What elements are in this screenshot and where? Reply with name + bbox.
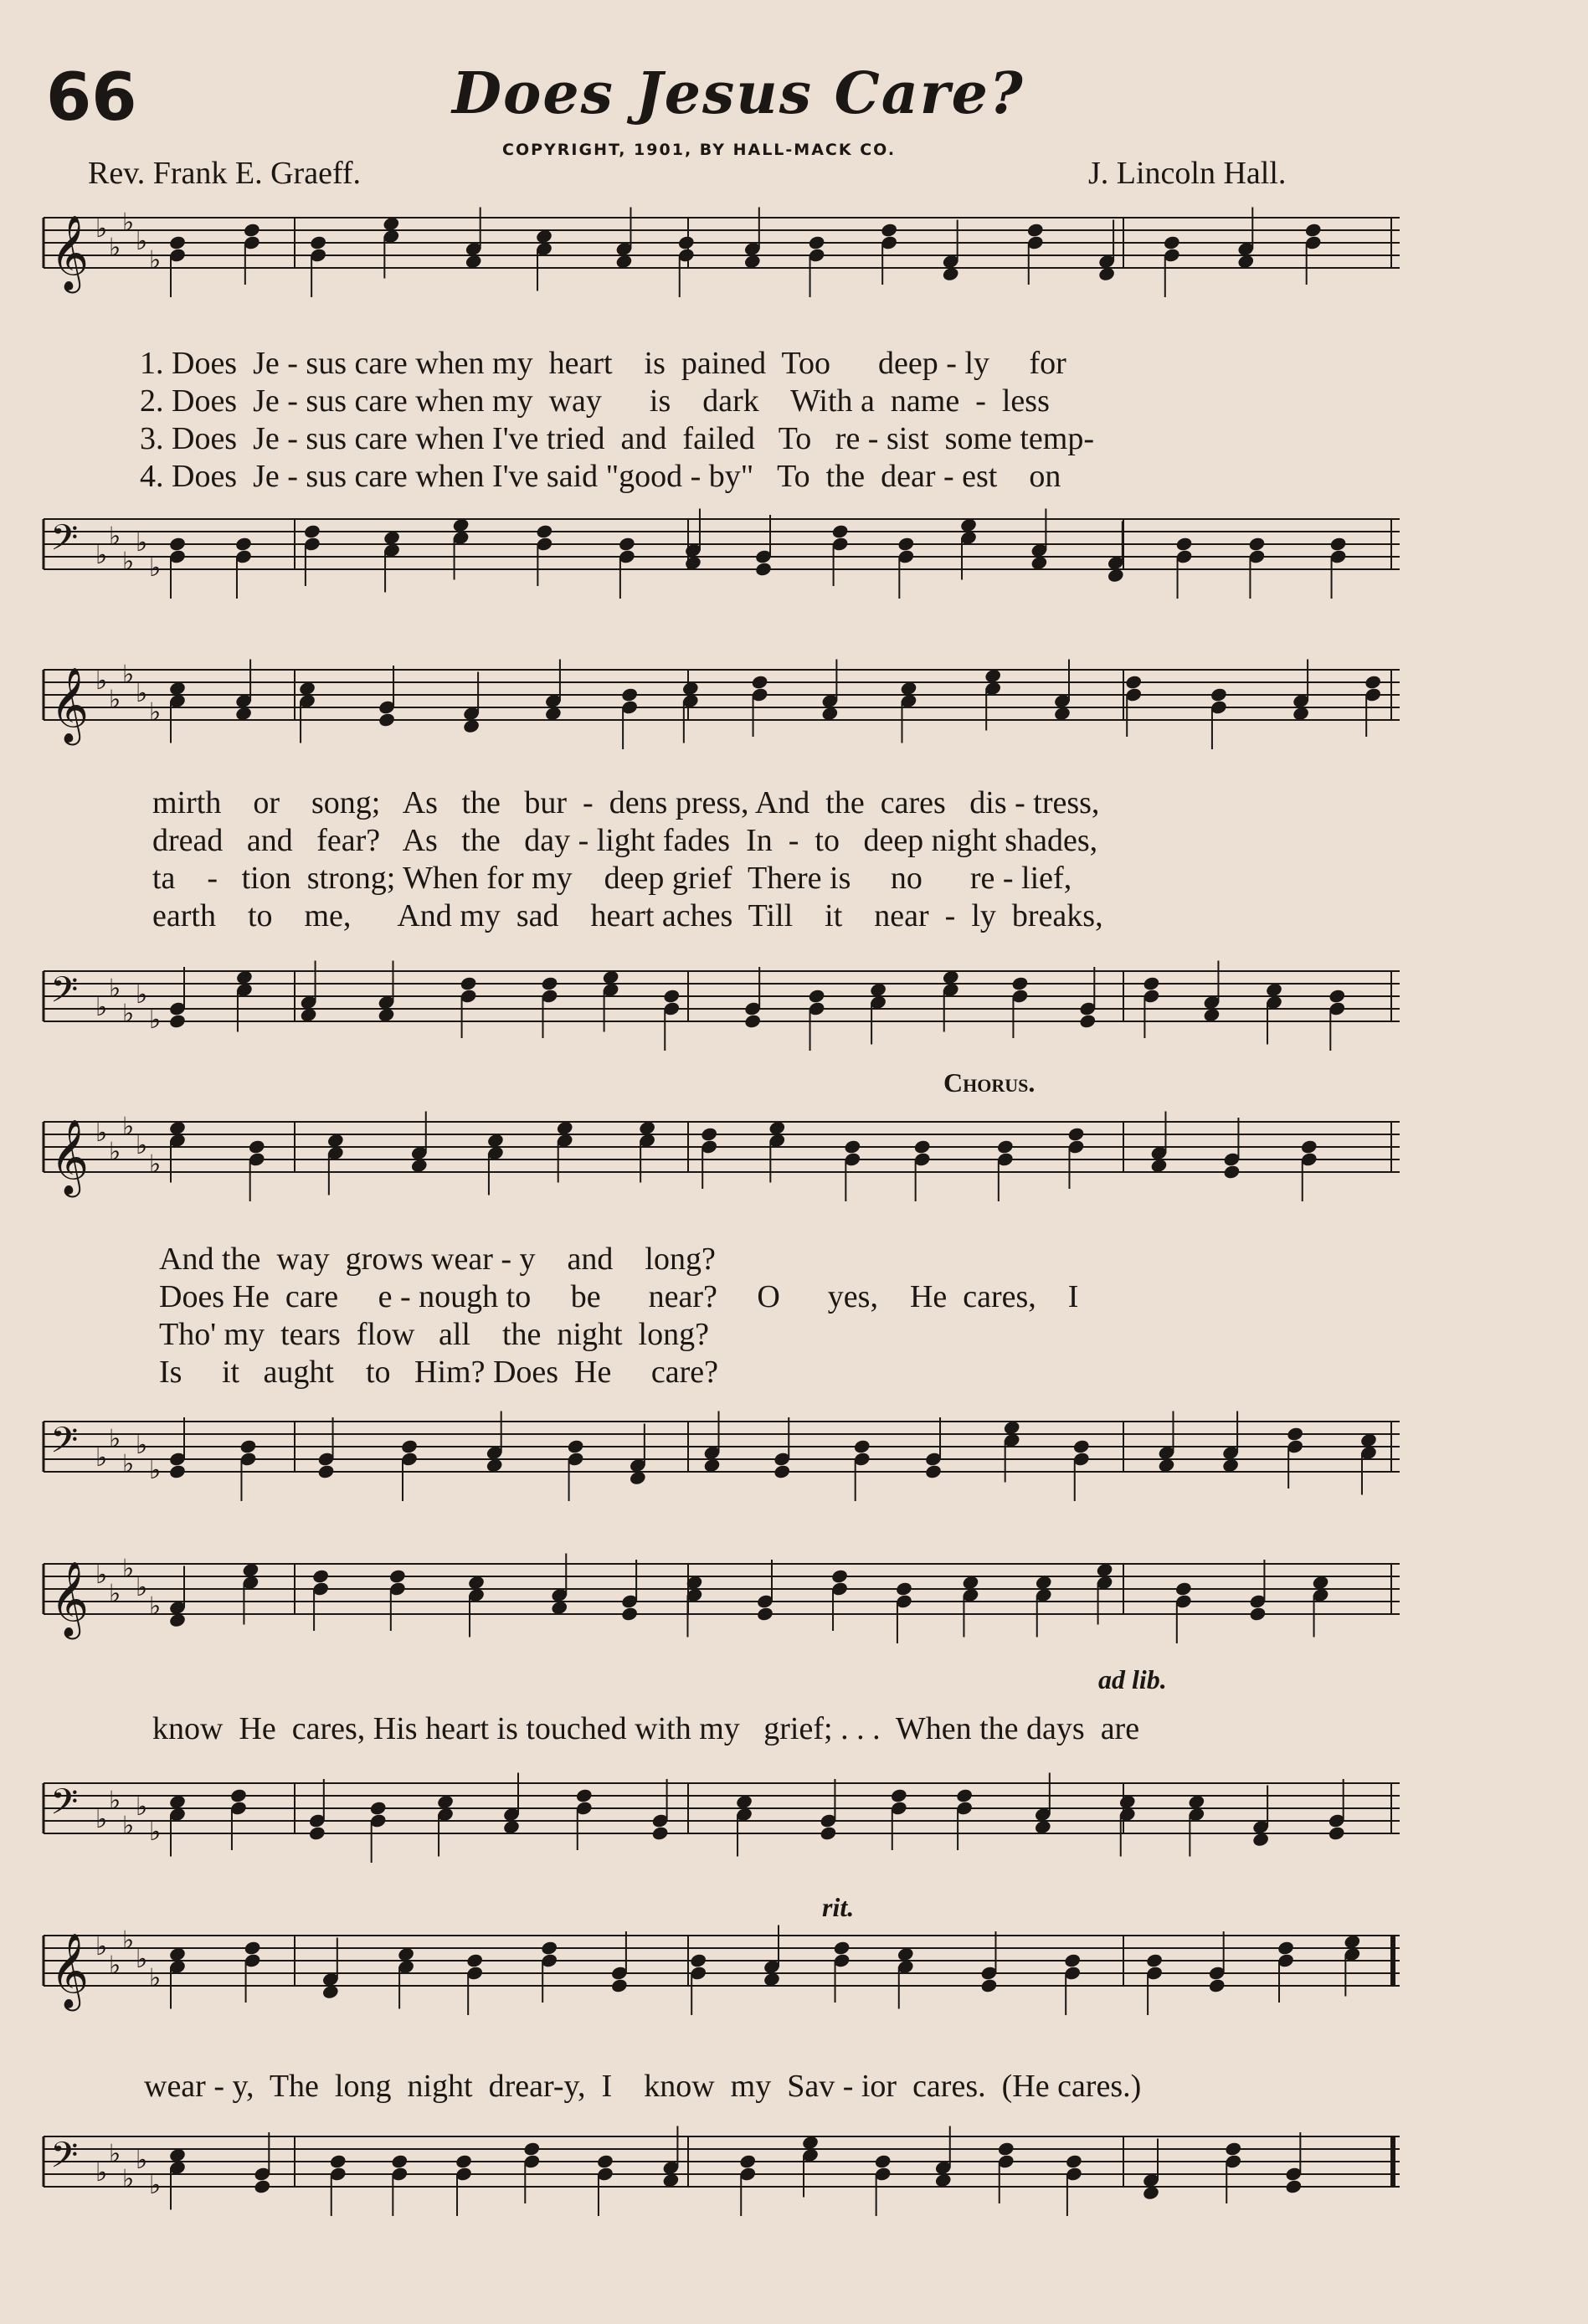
note-head (743, 1013, 762, 1029)
hymn-number: 66 (46, 60, 137, 136)
lyric-line: dread and fear? As the day - light fades In - to deep night shades, (152, 823, 1098, 858)
music-system-1 (35, 201, 1408, 653)
note-head (309, 234, 327, 250)
note-head (808, 988, 826, 1004)
note-head (1026, 222, 1045, 238)
note-head (751, 674, 769, 690)
flat-icon: ♭ (95, 1560, 108, 1590)
music-system-5 (35, 1892, 1408, 2302)
note-head (1364, 674, 1382, 690)
flat-icon: ♭ (109, 522, 121, 552)
note-head (1328, 1825, 1346, 1841)
note-head (244, 1940, 262, 1956)
treble-clef-icon: 𝄞 (50, 215, 90, 290)
note-head (1284, 2178, 1303, 2194)
note-head (662, 988, 681, 1004)
note-head (317, 1463, 336, 1479)
note-head (460, 975, 478, 991)
note-head (618, 536, 636, 552)
note-head (541, 975, 559, 991)
bass-clef-icon: 𝄢 (50, 1420, 79, 1470)
author-credit: Rev. Frank E. Graeff. (88, 156, 362, 191)
note-head (738, 2153, 757, 2169)
flat-icon: ♭ (95, 1118, 108, 1148)
note-head (1065, 2153, 1083, 2169)
bass-staff (35, 2136, 1408, 2262)
note-head (455, 2153, 473, 2169)
note-head (1328, 988, 1346, 1004)
flat-icon: ♭ (149, 697, 162, 728)
flat-icon: ♭ (149, 1591, 162, 1622)
flat-icon: ♭ (149, 245, 162, 275)
lyric-line: Does He care e - nough to be near? O yes, He cares, I (159, 1279, 1079, 1314)
treble-clef-icon: 𝄞 (50, 667, 90, 743)
flat-icon: ♭ (122, 1811, 135, 1841)
note-head (1063, 1952, 1082, 1968)
flat-icon: ♭ (122, 999, 135, 1029)
lyric-line: 2. Does Je - sus care when my way is dark With a name - less (140, 383, 1050, 419)
note-head (1210, 686, 1228, 702)
note-head (924, 1463, 943, 1479)
flat-icon: ♭ (109, 685, 121, 715)
flat-icon: ♭ (122, 660, 135, 690)
flat-icon: ♭ (149, 1005, 162, 1035)
rit-marking: rit. (822, 1892, 855, 1922)
bass-staff (35, 519, 1408, 645)
note-head (303, 523, 321, 539)
flat-icon: ♭ (136, 227, 148, 256)
flat-icon: ♭ (122, 1926, 135, 1956)
lyric-line: know He cares, His heart is touched with my grief; . . . When the days are (152, 1711, 1140, 1746)
note-head (1145, 1952, 1164, 1968)
note-head (567, 1438, 585, 1454)
note-head (853, 1438, 871, 1454)
note-head (1143, 975, 1161, 991)
flat-icon: ♭ (122, 208, 135, 238)
note-head (820, 1825, 838, 1841)
note-head (400, 1438, 419, 1454)
bass-staff (35, 971, 1408, 1097)
copyright-notice: COPYRIGHT, 1901, BY HALL-MACK CO. (502, 141, 897, 159)
treble-clef-icon: 𝄞 (50, 1933, 90, 2008)
flat-icon: ♭ (109, 1579, 121, 1609)
bass-staff (35, 1422, 1408, 1547)
bass-clef-icon: 𝄢 (50, 969, 79, 1020)
flat-icon: ♭ (136, 1573, 148, 1602)
flat-icon: ♭ (95, 1932, 108, 1962)
note-head (700, 1126, 718, 1142)
note-head (651, 1825, 670, 1841)
flat-icon: ♭ (95, 993, 108, 1022)
flat-icon: ♭ (122, 547, 135, 577)
note-head (996, 1139, 1015, 1154)
treble-clef-icon: 𝄞 (50, 1561, 90, 1637)
note-head (880, 222, 898, 238)
ad-lib-marking: ad lib. (1098, 1664, 1167, 1694)
note-head (1163, 234, 1181, 250)
note-head (895, 1581, 913, 1596)
note-head (1078, 1013, 1097, 1029)
flat-icon: ♭ (122, 2164, 135, 2194)
note-head (756, 1606, 774, 1622)
flat-icon: ♭ (95, 2158, 108, 2188)
flat-icon: ♭ (122, 1112, 135, 1142)
note-head (890, 1787, 908, 1803)
note-head (1011, 975, 1030, 991)
note-head (369, 1800, 388, 1816)
flat-icon: ♭ (95, 1443, 108, 1473)
flat-icon: ♭ (95, 666, 108, 696)
note-head (1072, 1438, 1091, 1454)
music-system-4 (35, 1554, 1408, 1917)
flat-icon: ♭ (136, 679, 148, 708)
note-head (620, 1606, 639, 1622)
flat-icon: ♭ (109, 1951, 121, 1981)
composer-credit: J. Lincoln Hall. (1088, 156, 1287, 191)
flat-icon: ♭ (136, 2146, 148, 2175)
flat-icon: ♭ (149, 1149, 162, 1180)
note-head (833, 1940, 851, 1956)
note-head (329, 2153, 347, 2169)
lyric-line: 3. Does Je - sus care when I've tried and failed To re - sist some temp- (140, 421, 1094, 456)
note-head (1248, 536, 1267, 552)
lyric-line: 4. Does Je - sus care when I've said "good - by" To the dear - est on (140, 459, 1061, 494)
treble-staff (35, 1926, 1408, 2061)
flat-icon: ♭ (136, 1131, 148, 1160)
flat-icon: ♭ (109, 2139, 121, 2169)
note-head (997, 2141, 1015, 2157)
note-head (808, 234, 826, 250)
note-head (610, 1977, 629, 1993)
note-head (243, 222, 261, 238)
note-head (239, 1438, 258, 1454)
lyric-line: earth to me, And my sad heart aches Till it near - ly breaks, (152, 898, 1103, 933)
hymn-title: Does Jesus Care? (452, 60, 1025, 127)
treble-staff (35, 660, 1408, 795)
note-head (390, 2153, 409, 2169)
note-head (955, 1787, 974, 1803)
note-head (830, 1568, 849, 1584)
flat-icon: ♭ (95, 541, 108, 570)
note-head (536, 523, 554, 539)
note-head (620, 686, 639, 702)
note-head (596, 2153, 614, 2169)
note-head (1124, 674, 1143, 690)
note-head (465, 1952, 484, 1968)
bass-clef-icon: 𝄢 (50, 1782, 79, 1832)
lyric-line: Tho' my tears flow all the night long? (159, 1317, 709, 1352)
note-head (388, 1568, 407, 1584)
flat-icon: ♭ (149, 2171, 162, 2200)
lyric-line: And the way grows wear - y and long? (159, 1242, 716, 1277)
note-head (168, 1463, 187, 1479)
flat-icon: ♭ (122, 1554, 135, 1584)
note-head (1277, 1940, 1295, 1956)
lyric-line: wear - y, The long night drear-y, I know my Sav - ior cares. (He cares.) (144, 2069, 1142, 2104)
flat-icon: ♭ (122, 1449, 135, 1479)
lyric-line: ta - tion strong; When for my deep grief There is no re - lief, (152, 861, 1072, 896)
bass-staff (35, 1783, 1408, 1909)
flat-icon: ♭ (109, 974, 121, 1004)
note-head (253, 2178, 271, 2194)
note-head (1224, 2141, 1242, 2157)
note-head (234, 536, 253, 552)
note-head (980, 1977, 999, 1993)
note-head (1175, 536, 1194, 552)
treble-staff (35, 208, 1408, 343)
note-head (897, 536, 915, 552)
treble-clef-icon: 𝄞 (50, 1119, 90, 1195)
note-head (874, 2153, 892, 2169)
lyric-line: Is it aught to Him? Does He care? (159, 1355, 718, 1390)
note-head (1174, 1581, 1193, 1596)
note-head (540, 1940, 558, 1956)
note-head (843, 1139, 861, 1154)
flat-icon: ♭ (109, 1786, 121, 1816)
lyric-line: mirth or song; As the bur - dens press, And the cares dis - tress, (152, 785, 1100, 820)
note-head (1249, 1606, 1267, 1622)
flat-icon: ♭ (136, 1792, 148, 1822)
flat-icon: ♭ (149, 1456, 162, 1485)
note-head (754, 561, 773, 577)
note-head (677, 234, 696, 250)
note-head (1329, 536, 1348, 552)
note-head (308, 1825, 326, 1841)
lyric-line: 1. Does Je - sus care when my heart is pained Too deep - ly for (140, 346, 1066, 381)
note-head (1286, 1426, 1304, 1442)
music-system-2 (35, 653, 1408, 1105)
note-head (575, 1787, 594, 1803)
note-head (1304, 222, 1323, 238)
flat-icon: ♭ (136, 1945, 148, 1974)
flat-icon: ♭ (136, 528, 148, 558)
flat-icon: ♭ (109, 1137, 121, 1167)
note-head (168, 234, 187, 250)
flat-icon: ♭ (109, 1424, 121, 1454)
flat-icon: ♭ (136, 980, 148, 1010)
treble-staff (35, 1554, 1408, 1689)
note-head (831, 523, 850, 539)
note-head (522, 2141, 541, 2157)
flat-icon: ♭ (95, 214, 108, 244)
flat-icon: ♭ (95, 1805, 108, 1834)
treble-staff (35, 1112, 1408, 1247)
note-head (1223, 1164, 1241, 1180)
note-head (689, 1952, 707, 1968)
flat-icon: ♭ (149, 1963, 162, 1993)
note-head (378, 712, 396, 728)
note-head (248, 1139, 266, 1154)
music-system-3 (35, 1067, 1408, 1557)
flat-icon: ♭ (149, 553, 162, 583)
note-head (773, 1463, 791, 1479)
bass-clef-icon: 𝄢 (50, 517, 79, 568)
note-head (229, 1787, 248, 1803)
note-head (311, 1568, 330, 1584)
flat-icon: ♭ (149, 1818, 162, 1847)
flat-icon: ♭ (136, 1431, 148, 1460)
note-head (1300, 1139, 1318, 1154)
flat-icon: ♭ (109, 233, 121, 263)
note-head (1208, 1977, 1226, 1993)
note-head (168, 1013, 187, 1029)
note-head (913, 1139, 932, 1154)
note-head (168, 536, 187, 552)
bass-clef-icon: 𝄢 (50, 2135, 79, 2185)
note-head (1067, 1126, 1086, 1142)
chorus-label: Chorus. (943, 1067, 1036, 1098)
